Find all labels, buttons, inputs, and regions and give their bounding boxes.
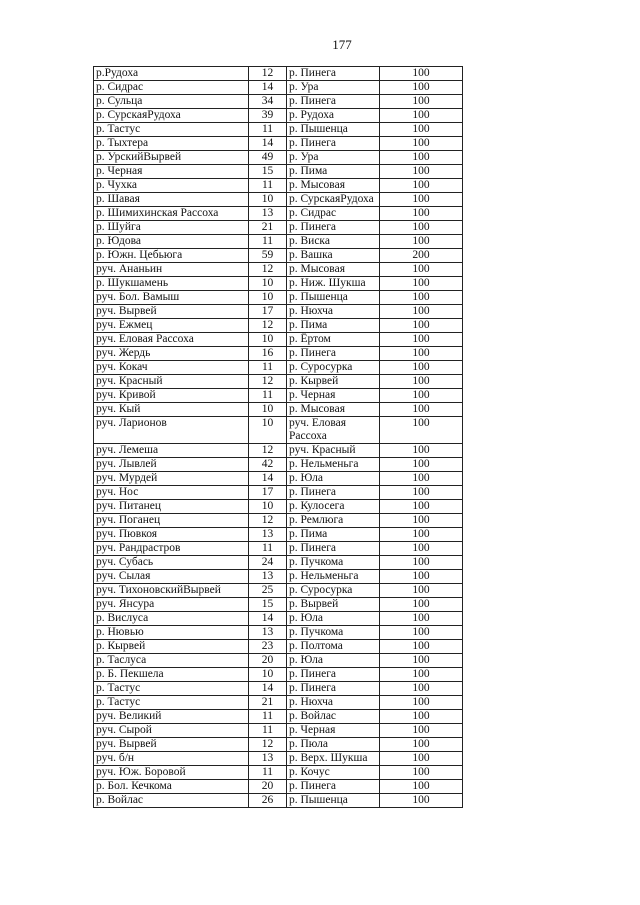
river-name-cell: руч. Поганец	[94, 514, 249, 528]
river-name-cell: руч. Великий	[94, 710, 249, 724]
buffer-width-cell: 100	[380, 67, 463, 81]
river-name-cell: руч. Еловая Рассоха	[94, 333, 249, 347]
river-name-cell: руч. Пювкоя	[94, 528, 249, 542]
receiving-river-cell: руч. Красный	[287, 444, 380, 458]
receiving-river-cell: р. Мысовая	[287, 263, 380, 277]
buffer-width-cell: 100	[380, 444, 463, 458]
buffer-width-cell: 200	[380, 249, 463, 263]
river-length-cell: 12	[249, 738, 287, 752]
river-length-cell: 16	[249, 347, 287, 361]
river-name-cell: р. Шавая	[94, 193, 249, 207]
receiving-river-cell: р. Виска	[287, 235, 380, 249]
receiving-river-cell: р. Пучкома	[287, 556, 380, 570]
table-row	[94, 291, 463, 305]
receiving-river-cell: р. Пинега	[287, 347, 380, 361]
receiving-river-cell: р. Кочус	[287, 766, 380, 780]
receiving-river-cell: р. Суросурка	[287, 584, 380, 598]
buffer-width-cell: 100	[380, 556, 463, 570]
river-name-cell: руч. Вырвей	[94, 305, 249, 319]
river-name-cell: р. Тыхтера	[94, 137, 249, 151]
river-length-cell: 13	[249, 626, 287, 640]
buffer-width-cell: 100	[380, 291, 463, 305]
table-row	[94, 584, 463, 598]
buffer-width-cell: 100	[380, 179, 463, 193]
receiving-river-cell: р. Пучкома	[287, 626, 380, 640]
river-length-cell: 11	[249, 766, 287, 780]
buffer-width-cell: 100	[380, 235, 463, 249]
table-row	[94, 500, 463, 514]
table-row	[94, 403, 463, 417]
river-length-cell: 14	[249, 472, 287, 486]
river-name-cell: р.Рудоха	[94, 67, 249, 81]
rivers-table	[93, 66, 463, 808]
river-name-cell: руч. Кокач	[94, 361, 249, 375]
receiving-river-cell: р. Нюхча	[287, 305, 380, 319]
river-length-cell: 25	[249, 584, 287, 598]
table-row	[94, 724, 463, 738]
river-length-cell: 12	[249, 319, 287, 333]
table-row	[94, 668, 463, 682]
river-length-cell: 14	[249, 682, 287, 696]
river-name-cell: руч. Ананьин	[94, 263, 249, 277]
buffer-width-cell: 100	[380, 319, 463, 333]
river-name-cell: р. СурскаяРудоха	[94, 109, 249, 123]
river-name-cell: руч. Красный	[94, 375, 249, 389]
buffer-width-cell: 100	[380, 584, 463, 598]
receiving-river-cell: р. Рудоха	[287, 109, 380, 123]
river-length-cell: 10	[249, 333, 287, 347]
table-row	[94, 319, 463, 333]
buffer-width-cell: 100	[380, 417, 463, 444]
river-length-cell: 13	[249, 207, 287, 221]
river-length-cell: 13	[249, 570, 287, 584]
buffer-width-cell: 100	[380, 137, 463, 151]
receiving-river-cell: р. Верх. Шукша	[287, 752, 380, 766]
table-row	[94, 109, 463, 123]
receiving-river-cell: р. Черная	[287, 389, 380, 403]
table-row	[94, 81, 463, 95]
river-name-cell: руч. Субась	[94, 556, 249, 570]
table-row	[94, 794, 463, 808]
river-length-cell: 23	[249, 640, 287, 654]
table-row	[94, 165, 463, 179]
receiving-river-cell: р. Пима	[287, 165, 380, 179]
river-name-cell: р. УрскийВырвей	[94, 151, 249, 165]
river-length-cell: 10	[249, 417, 287, 444]
table-row	[94, 696, 463, 710]
river-length-cell: 12	[249, 67, 287, 81]
river-name-cell: руч. Питанец	[94, 500, 249, 514]
receiving-river-cell: р. Полтома	[287, 640, 380, 654]
river-name-cell: р. Шуйга	[94, 221, 249, 235]
river-length-cell: 12	[249, 444, 287, 458]
river-name-cell: руч. Сырой	[94, 724, 249, 738]
table-row	[94, 375, 463, 389]
receiving-river-cell: р. Ура	[287, 151, 380, 165]
river-length-cell: 49	[249, 151, 287, 165]
buffer-width-cell: 100	[380, 458, 463, 472]
river-name-cell: р. Южн. Цебьюга	[94, 249, 249, 263]
river-length-cell: 10	[249, 277, 287, 291]
river-name-cell: руч. Вырвей	[94, 738, 249, 752]
table-row	[94, 193, 463, 207]
table-row	[94, 137, 463, 151]
table-row	[94, 654, 463, 668]
buffer-width-cell: 100	[380, 766, 463, 780]
river-length-cell: 10	[249, 291, 287, 305]
river-name-cell: руч. Кривой	[94, 389, 249, 403]
river-length-cell: 17	[249, 486, 287, 500]
river-name-cell: р. Бол. Кечкома	[94, 780, 249, 794]
river-length-cell: 34	[249, 95, 287, 109]
river-length-cell: 10	[249, 193, 287, 207]
buffer-width-cell: 100	[380, 375, 463, 389]
buffer-width-cell: 100	[380, 472, 463, 486]
receiving-river-cell: р. Ура	[287, 81, 380, 95]
receiving-river-cell: р. Вырвей	[287, 598, 380, 612]
river-length-cell: 15	[249, 165, 287, 179]
receiving-river-cell: р. Мысовая	[287, 179, 380, 193]
river-name-cell: руч. б/н	[94, 752, 249, 766]
buffer-width-cell: 100	[380, 361, 463, 375]
table-row	[94, 207, 463, 221]
table-row	[94, 263, 463, 277]
table-row	[94, 221, 463, 235]
river-name-cell: р. Тастус	[94, 123, 249, 137]
receiving-river-cell: р. Вашка	[287, 249, 380, 263]
buffer-width-cell: 100	[380, 486, 463, 500]
river-name-cell: р. Б. Пекшела	[94, 668, 249, 682]
buffer-width-cell: 100	[380, 668, 463, 682]
river-length-cell: 11	[249, 542, 287, 556]
river-length-cell: 21	[249, 221, 287, 235]
buffer-width-cell: 100	[380, 612, 463, 626]
table-row	[94, 417, 463, 444]
buffer-width-cell: 100	[380, 514, 463, 528]
receiving-river-cell: р. Юла	[287, 612, 380, 626]
table-row	[94, 542, 463, 556]
river-length-cell: 12	[249, 514, 287, 528]
buffer-width-cell: 100	[380, 752, 463, 766]
river-length-cell: 13	[249, 528, 287, 542]
river-name-cell: руч. Кый	[94, 403, 249, 417]
receiving-river-cell: р. Пинега	[287, 95, 380, 109]
river-name-cell: р. Сидрас	[94, 81, 249, 95]
receiving-river-cell: р. Войлас	[287, 710, 380, 724]
table-row	[94, 738, 463, 752]
river-name-cell: р. Тастус	[94, 682, 249, 696]
receiving-river-cell: р. Черная	[287, 724, 380, 738]
buffer-width-cell: 100	[380, 95, 463, 109]
buffer-width-cell: 100	[380, 794, 463, 808]
river-name-cell: р. Юдова	[94, 235, 249, 249]
receiving-river-cell: р. Пинега	[287, 780, 380, 794]
river-name-cell: р. Вислуса	[94, 612, 249, 626]
receiving-river-cell: р. Пышенца	[287, 794, 380, 808]
river-length-cell: 11	[249, 389, 287, 403]
buffer-width-cell: 100	[380, 333, 463, 347]
receiving-river-cell: р. Кырвей	[287, 375, 380, 389]
buffer-width-cell: 100	[380, 207, 463, 221]
buffer-width-cell: 100	[380, 123, 463, 137]
table-row	[94, 780, 463, 794]
buffer-width-cell: 100	[380, 151, 463, 165]
buffer-width-cell: 100	[380, 598, 463, 612]
buffer-width-cell: 100	[380, 500, 463, 514]
river-length-cell: 26	[249, 794, 287, 808]
table-row	[94, 752, 463, 766]
buffer-width-cell: 100	[380, 570, 463, 584]
receiving-river-cell: р. Пинега	[287, 486, 380, 500]
table-row	[94, 333, 463, 347]
river-length-cell: 11	[249, 724, 287, 738]
buffer-width-cell: 100	[380, 626, 463, 640]
buffer-width-cell: 100	[380, 221, 463, 235]
river-length-cell: 10	[249, 668, 287, 682]
river-length-cell: 14	[249, 612, 287, 626]
river-name-cell: руч. Жердь	[94, 347, 249, 361]
river-name-cell: р. Черная	[94, 165, 249, 179]
buffer-width-cell: 100	[380, 81, 463, 95]
buffer-width-cell: 100	[380, 263, 463, 277]
river-length-cell: 11	[249, 361, 287, 375]
river-name-cell: руч. Ежмец	[94, 319, 249, 333]
river-name-cell: р. Войлас	[94, 794, 249, 808]
river-length-cell: 11	[249, 235, 287, 249]
table-row	[94, 305, 463, 319]
table-row	[94, 556, 463, 570]
table-row	[94, 277, 463, 291]
river-length-cell: 20	[249, 780, 287, 794]
river-length-cell: 13	[249, 752, 287, 766]
river-length-cell: 11	[249, 179, 287, 193]
receiving-river-cell: р. Пышенца	[287, 291, 380, 305]
river-length-cell: 11	[249, 123, 287, 137]
table-row	[94, 444, 463, 458]
buffer-width-cell: 100	[380, 640, 463, 654]
buffer-width-cell: 100	[380, 389, 463, 403]
river-name-cell: руч. Лемеша	[94, 444, 249, 458]
buffer-width-cell: 100	[380, 305, 463, 319]
table-row	[94, 347, 463, 361]
table-row	[94, 682, 463, 696]
buffer-width-cell: 100	[380, 738, 463, 752]
river-name-cell: руч. Лывлей	[94, 458, 249, 472]
page-number: 177	[332, 37, 352, 52]
receiving-river-cell: р. Юла	[287, 472, 380, 486]
table-row	[94, 598, 463, 612]
river-name-cell: руч. Юж. Боровой	[94, 766, 249, 780]
receiving-river-cell: руч. Еловая Рассоха	[287, 417, 380, 444]
table-row	[94, 249, 463, 263]
river-length-cell: 24	[249, 556, 287, 570]
buffer-width-cell: 100	[380, 724, 463, 738]
river-name-cell: руч. ТихоновскийВырвей	[94, 584, 249, 598]
receiving-river-cell: р. Пима	[287, 319, 380, 333]
table-row	[94, 514, 463, 528]
receiving-river-cell: р. Юла	[287, 654, 380, 668]
table-row	[94, 612, 463, 626]
receiving-river-cell: р. Пышенца	[287, 123, 380, 137]
buffer-width-cell: 100	[380, 654, 463, 668]
receiving-river-cell: р. Кулосега	[287, 500, 380, 514]
receiving-river-cell: р. Нельменьга	[287, 458, 380, 472]
receiving-river-cell: р. Пинега	[287, 221, 380, 235]
buffer-width-cell: 100	[380, 528, 463, 542]
river-name-cell: р. Таслуса	[94, 654, 249, 668]
river-name-cell: р. Нювью	[94, 626, 249, 640]
river-length-cell: 12	[249, 375, 287, 389]
river-length-cell: 14	[249, 137, 287, 151]
river-length-cell: 20	[249, 654, 287, 668]
receiving-river-cell: р. СурскаяРудоха	[287, 193, 380, 207]
river-name-cell: руч. Ларионов	[94, 417, 249, 444]
table-row	[94, 710, 463, 724]
receiving-river-cell: р. Ниж. Шукша	[287, 277, 380, 291]
table-row	[94, 472, 463, 486]
receiving-river-cell: р. Пинега	[287, 67, 380, 81]
table-row	[94, 95, 463, 109]
receiving-river-cell: р. Пюла	[287, 738, 380, 752]
table-row	[94, 528, 463, 542]
river-name-cell: р. Чухка	[94, 179, 249, 193]
table-row	[94, 626, 463, 640]
table-row	[94, 486, 463, 500]
buffer-width-cell: 100	[380, 165, 463, 179]
table-row	[94, 389, 463, 403]
river-name-cell: руч. Рандрастров	[94, 542, 249, 556]
receiving-river-cell: р. Пинега	[287, 542, 380, 556]
receiving-river-cell: р. Пима	[287, 528, 380, 542]
receiving-river-cell: р. Нюхча	[287, 696, 380, 710]
table-row	[94, 458, 463, 472]
table-row	[94, 766, 463, 780]
buffer-width-cell: 100	[380, 696, 463, 710]
table-row	[94, 151, 463, 165]
table-row	[94, 570, 463, 584]
river-length-cell: 11	[249, 710, 287, 724]
river-name-cell: р. Тастус	[94, 696, 249, 710]
buffer-width-cell: 100	[380, 347, 463, 361]
river-name-cell: р. Шимихинская Рассоха	[94, 207, 249, 221]
table-row	[94, 67, 463, 81]
river-name-cell: руч. Янсура	[94, 598, 249, 612]
receiving-river-cell: р. Пинега	[287, 682, 380, 696]
buffer-width-cell: 100	[380, 277, 463, 291]
table-row	[94, 123, 463, 137]
river-length-cell: 14	[249, 81, 287, 95]
buffer-width-cell: 100	[380, 542, 463, 556]
receiving-river-cell: р. Нельменьга	[287, 570, 380, 584]
river-length-cell: 59	[249, 249, 287, 263]
table-row	[94, 235, 463, 249]
river-length-cell: 39	[249, 109, 287, 123]
river-name-cell: р. Кырвей	[94, 640, 249, 654]
receiving-river-cell: р. Пинега	[287, 668, 380, 682]
buffer-width-cell: 100	[380, 780, 463, 794]
receiving-river-cell: р. Ёртом	[287, 333, 380, 347]
river-name-cell: р. Шукшамень	[94, 277, 249, 291]
river-name-cell: р. Сульца	[94, 95, 249, 109]
river-length-cell: 12	[249, 263, 287, 277]
river-name-cell: руч. Бол. Вамыш	[94, 291, 249, 305]
river-name-cell: руч. Сылая	[94, 570, 249, 584]
river-name-cell: руч. Нос	[94, 486, 249, 500]
buffer-width-cell: 100	[380, 403, 463, 417]
buffer-width-cell: 100	[380, 710, 463, 724]
table-row	[94, 179, 463, 193]
table-row	[94, 640, 463, 654]
buffer-width-cell: 100	[380, 109, 463, 123]
river-length-cell: 17	[249, 305, 287, 319]
river-length-cell: 15	[249, 598, 287, 612]
receiving-river-cell: р. Сидрас	[287, 207, 380, 221]
river-length-cell: 10	[249, 403, 287, 417]
buffer-width-cell: 100	[380, 193, 463, 207]
receiving-river-cell: р. Ремлюга	[287, 514, 380, 528]
river-length-cell: 21	[249, 696, 287, 710]
river-name-cell: руч. Мурдей	[94, 472, 249, 486]
river-length-cell: 42	[249, 458, 287, 472]
river-length-cell: 10	[249, 500, 287, 514]
table-body	[94, 67, 463, 808]
table-row	[94, 361, 463, 375]
receiving-river-cell: р. Суросурка	[287, 361, 380, 375]
receiving-river-cell: р. Мысовая	[287, 403, 380, 417]
receiving-river-cell: р. Пинега	[287, 137, 380, 151]
buffer-width-cell: 100	[380, 682, 463, 696]
